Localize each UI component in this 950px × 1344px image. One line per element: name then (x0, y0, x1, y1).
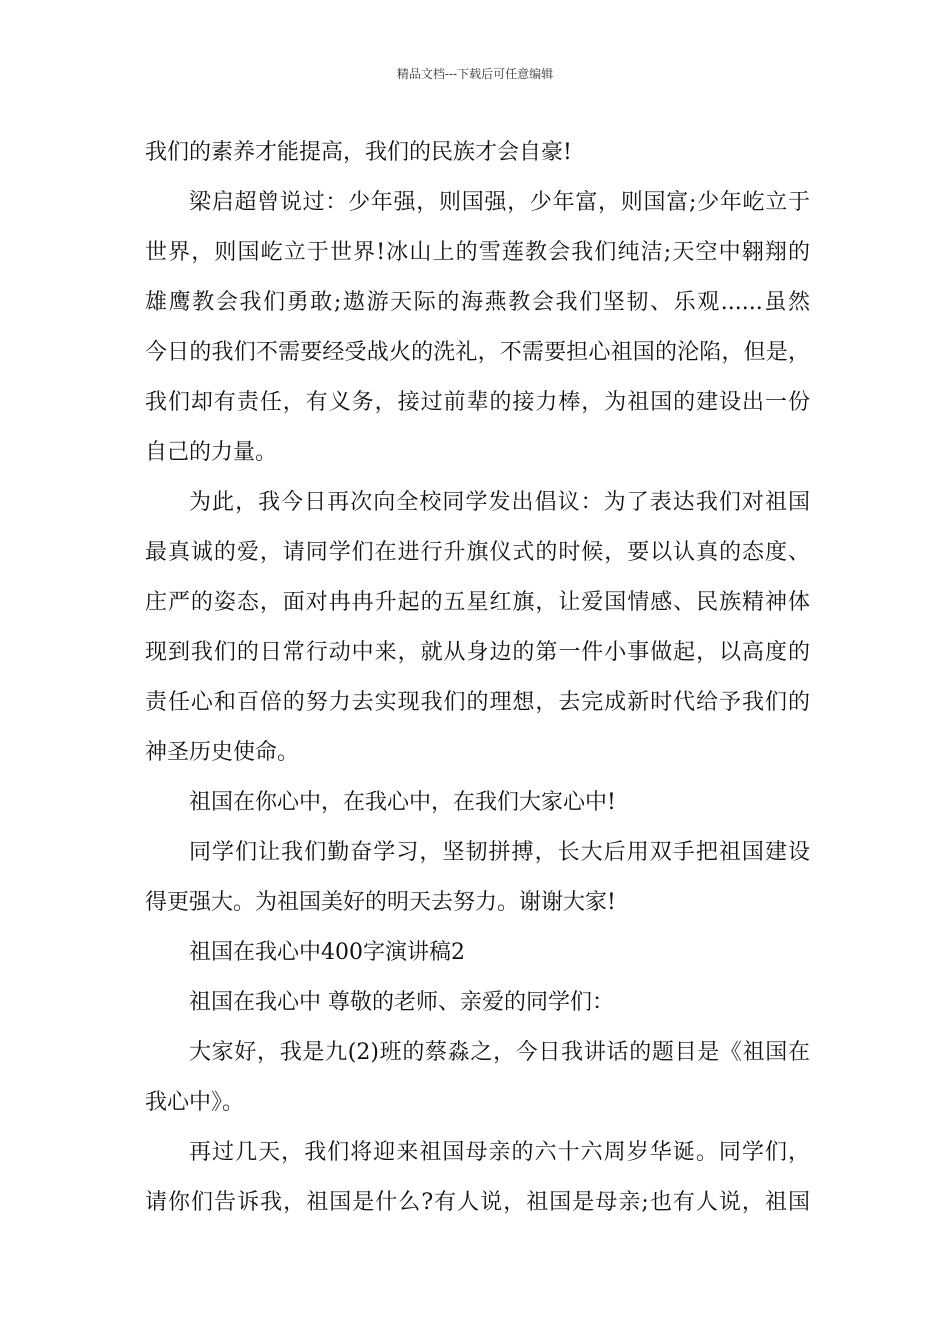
text-line: 祖国在你心中，在我心中，在我们大家心中! (189, 790, 616, 815)
text-line: 再过几天，我们将迎来祖国母亲的六十六周岁华诞。同学们， (189, 1140, 810, 1165)
text-line: 神圣历史使命。 (145, 740, 300, 765)
text-line: 大家好，我是九(2)班的蔡淼之，今日我讲话的题目是《祖国在 (189, 1040, 810, 1065)
text-line: 责任心和百倍的努力去实现我们的理想，去完成新时代给予我们的 (145, 690, 810, 715)
text-line: 庄严的姿态，面对冉冉升起的五星红旗，让爱国情感、民族精神体 (145, 590, 810, 615)
text-line: 雄鹰教会我们勇敢;遨游天际的海燕教会我们坚韧、乐观......虽然 (145, 290, 810, 315)
text-line: 梁启超曾说过：少年强，则国强，少年富，则国富;少年屹立于 (189, 190, 810, 215)
section-heading: 祖国在我心中400字演讲稿2 (189, 940, 465, 965)
text-line: 得更强大。为祖国美好的明天去努力。谢谢大家! (145, 890, 616, 915)
text-line: 我心中》。 (145, 1090, 245, 1115)
document-body (145, 128, 810, 1228)
text-line: 世界，则国屹立于世界!冰山上的雪莲教会我们纯洁;天空中翱翔的 (145, 240, 810, 265)
text-line: 祖国在我心中 尊敬的老师、亲爱的同学们： (189, 990, 614, 1015)
text-line: 请你们告诉我，祖国是什么?有人说，祖国是母亲;也有人说，祖国 (145, 1190, 810, 1215)
text-line: 最真诚的爱，请同学们在进行升旗仪式的时候，要以认真的态度、 (145, 540, 810, 565)
text-line: 我们却有责任，有义务，接过前辈的接力棒，为祖国的建设出一份 (145, 390, 810, 415)
text-line: 为此，我今日再次向全校同学发出倡议：为了表达我们对祖国 (189, 490, 810, 515)
text-line: 自己的力量。 (145, 440, 278, 465)
text-line: 今日的我们不需要经受战火的洗礼，不需要担心祖国的沦陷，但是， (145, 340, 810, 365)
page-header: 精品文档---下载后可任意编辑 (396, 67, 554, 81)
text-line: 现到我们的日常行动中来，就从身边的第一件小事做起，以高度的 (145, 640, 810, 665)
text-line: 同学们让我们勤奋学习，坚韧拼搏，长大后用双手把祖国建设 (189, 840, 810, 865)
text-line: 我们的素养才能提高，我们的民族才会自豪! (145, 140, 572, 165)
